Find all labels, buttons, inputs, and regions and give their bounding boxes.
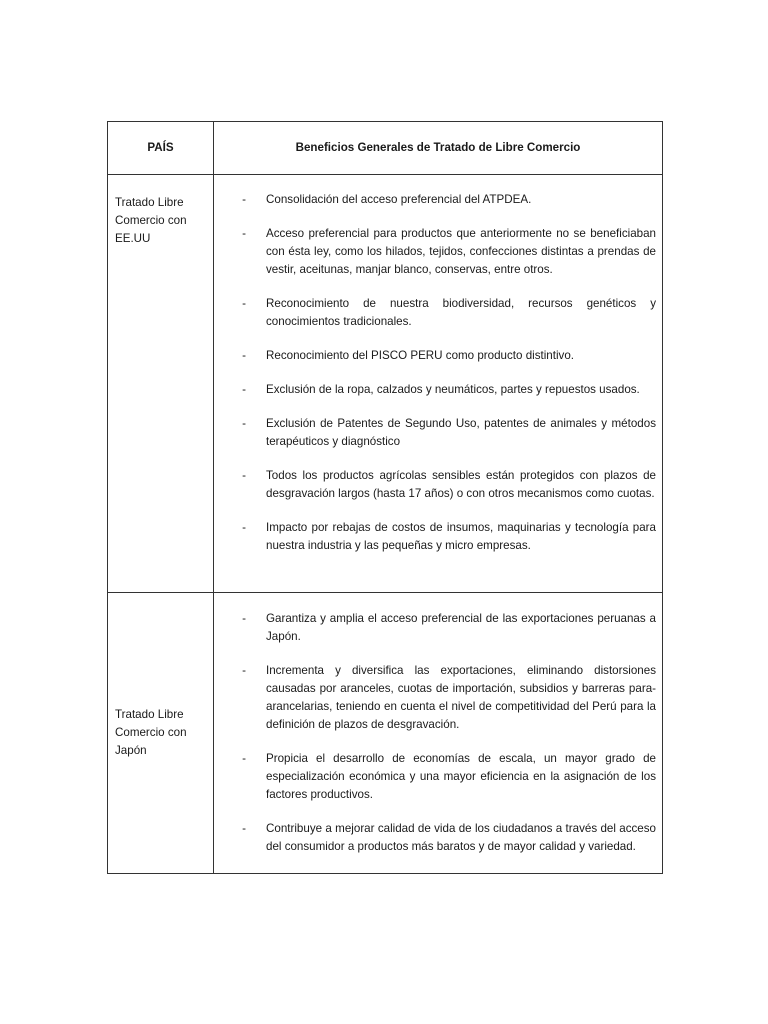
list-item bbox=[214, 662, 656, 734]
bullet-dash: - bbox=[242, 822, 246, 835]
list-item bbox=[214, 467, 656, 503]
list-item bbox=[214, 750, 656, 804]
benefits-cell-usa bbox=[214, 175, 663, 593]
benefits-list-japan bbox=[214, 610, 656, 856]
bullet-dash: - bbox=[242, 227, 246, 240]
benefit-text: Acceso preferencial para productos que anteriormente no se beneficiaban con ésta ley, como los hilados, tejidos, confecciones distintas a prendas de vestir, aceitunas, manjar blanco, conservas, entre otros. bbox=[266, 227, 656, 276]
bullet-dash: - bbox=[242, 469, 246, 482]
benefit-text: Exclusión de la ropa, calzados y neumáticos, partes y repuestos usados. bbox=[266, 383, 640, 396]
list-item bbox=[214, 191, 656, 209]
bullet-dash: - bbox=[242, 752, 246, 765]
list-item bbox=[214, 295, 656, 331]
benefit-text: Contribuye a mejorar calidad de vida de los ciudadanos a través del acceso del consumidor a productos más baratos y de mayor calidad y variedad. bbox=[266, 822, 656, 853]
bullet-dash: - bbox=[242, 521, 246, 534]
list-item bbox=[214, 415, 656, 451]
table-header-row bbox=[108, 122, 663, 175]
header-country: PAÍS bbox=[108, 122, 214, 175]
country-cell-usa bbox=[108, 175, 214, 593]
bullet-dash: - bbox=[242, 297, 246, 310]
bullet-dash: - bbox=[242, 417, 246, 430]
benefit-text: Todos los productos agrícolas sensibles están protegidos con plazos de desgravación largos (hasta 17 años) o con otros mecanismos como cuotas. bbox=[266, 469, 656, 500]
benefit-text: Reconocimiento del PISCO PERU como producto distintivo. bbox=[266, 349, 575, 362]
list-item bbox=[214, 519, 656, 555]
benefit-text: Incrementa y diversifica las exportaciones, eliminando distorsiones causadas por aranceles, cuotas de importación, subsidios y barreras para-arancelarias, teniendo en cuenta el nivel de competitividad del Perú para la definición de plazos de desgravación. bbox=[266, 664, 656, 731]
country-cell-japan bbox=[108, 593, 214, 874]
benefits-list-usa bbox=[214, 191, 656, 555]
list-item bbox=[214, 347, 656, 365]
benefit-text: Impacto por rebajas de costos de insumos, maquinarias y tecnología para nuestra industria y las pequeñas y micro empresas. bbox=[266, 521, 656, 552]
list-item bbox=[214, 820, 656, 856]
benefit-text: Reconocimiento de nuestra biodiversidad, recursos genéticos y conocimientos tradicionales. bbox=[266, 297, 656, 328]
table-row-usa bbox=[108, 175, 663, 593]
country-label-japan: Tratado Libre Comercio con Japón bbox=[115, 708, 187, 757]
benefit-text: Propicia el desarrollo de economías de escala, un mayor grado de especialización económica y una mayor eficiencia en la asignación de los factores productivos. bbox=[266, 752, 656, 801]
list-item bbox=[214, 610, 656, 646]
list-item bbox=[214, 225, 656, 279]
bullet-dash: - bbox=[242, 383, 246, 396]
bullet-dash: - bbox=[242, 664, 246, 677]
list-item bbox=[214, 381, 656, 399]
bullet-dash: - bbox=[242, 612, 246, 625]
country-label-usa: Tratado Libre Comercio con EE.UU bbox=[115, 196, 187, 245]
bullet-dash: - bbox=[242, 349, 246, 362]
benefit-text: Consolidación del acceso preferencial del ATPDEA. bbox=[266, 193, 532, 206]
header-benefits: Beneficios Generales de Tratado de Libre Comercio bbox=[214, 122, 663, 175]
benefits-cell-japan bbox=[214, 593, 663, 874]
benefit-text: Garantiza y amplia el acceso preferencial de las exportaciones peruanas a Japón. bbox=[266, 612, 656, 643]
bullet-dash: - bbox=[242, 193, 246, 206]
benefit-text: Exclusión de Patentes de Segundo Uso, patentes de animales y métodos terapéuticos y diagnóstico bbox=[266, 417, 656, 448]
benefits-table bbox=[107, 121, 663, 874]
table-row-japan bbox=[108, 593, 663, 874]
